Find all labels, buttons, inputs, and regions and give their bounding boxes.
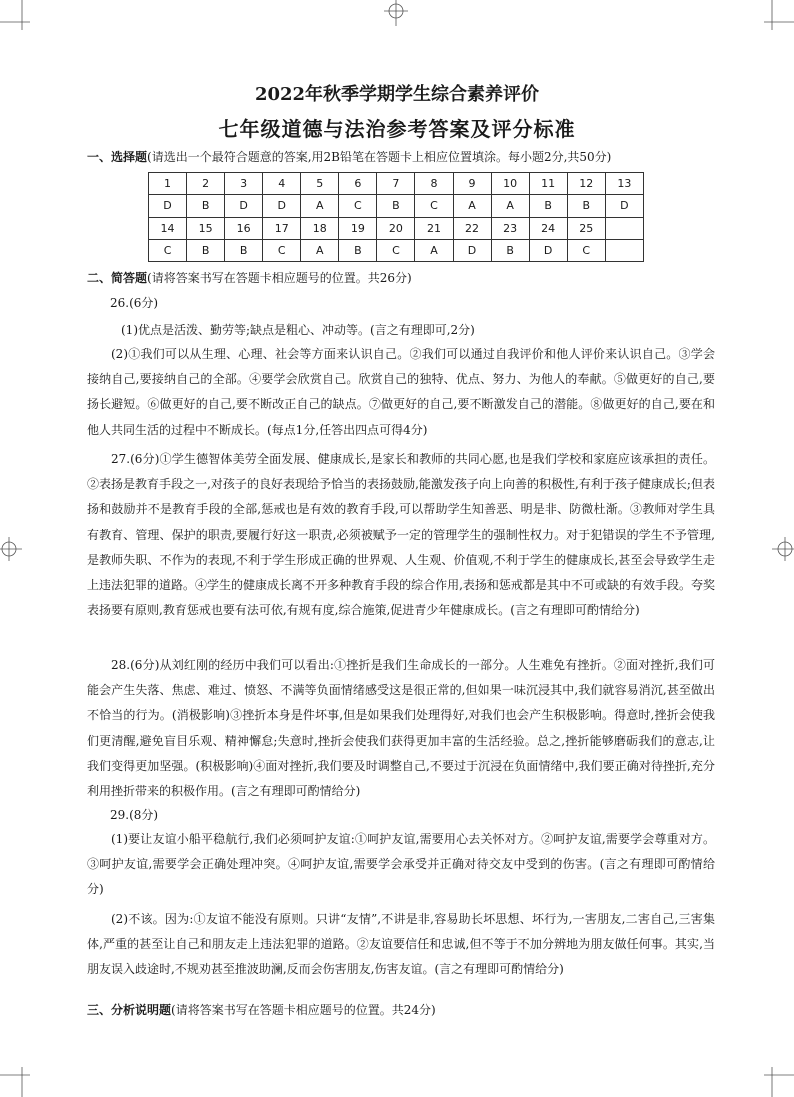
table-cell: A — [301, 239, 339, 261]
table-cell: 19 — [339, 217, 377, 239]
table-cell: 24 — [529, 217, 567, 239]
table-cell: 8 — [415, 173, 453, 195]
table-row — [149, 217, 644, 239]
table-cell: 12 — [567, 173, 605, 195]
table-cell — [605, 239, 643, 261]
table-cell: 25 — [567, 217, 605, 239]
table-cell: B — [377, 195, 415, 217]
section2-header — [87, 269, 412, 287]
table-cell: D — [263, 195, 301, 217]
document-subtitle: 七年级道德与法治参考答案及评分标准 — [218, 117, 576, 141]
table-cell: 11 — [529, 173, 567, 195]
table-cell: 14 — [149, 217, 187, 239]
table-cell: 23 — [491, 217, 529, 239]
crop-mark-bottom-left — [0, 1057, 40, 1097]
table-cell: 15 — [187, 217, 225, 239]
section3-heading: 三、分析说明题 — [87, 1003, 172, 1017]
q27-answer: 27.(6分)①学生德智体美劳全面发展、健康成长,是家长和教师的共同心愿,也是我们学校和家庭应该承担的责任。②表扬是教育手段之一,对孩子的良好表现给予恰当的表扬鼓励,能激发孩子向上向善的积极性,有利于孩子健康成长;但表扬和鼓励并不是教育手段的全部,惩戒也是有效的教育手段,可以帮助学生知善恶、明是非、防微杜渐。③教师对学生具有教育、管理、保护的职责,要履行好这一职责,必须被赋予一定的管理学生的强制性权力。对于犯错误的学生不予管理,是教师失职、不作为的表现,不利于学生形成正确的世界观、人生观、价值观,不利于学生的健康成长,甚至会导致学生走上违法犯罪的道路。④学生的健康成长离不开多种教育手段的综合作用,表扬和惩戒都是其中不可或缺的有效手段。夸奖表扬要有原则,教育惩戒也要有法可依,有规有度,综合施策,促进青少年健康成长。(言之有理即可酌情给分) — [87, 452, 715, 618]
table-cell: 10 — [491, 173, 529, 195]
table-cell: B — [529, 195, 567, 217]
section1-instruction: (请选出一个最符合题意的答案,用2B铅笔在答题卡上相应位置填涂。每小题2分,共50分) — [147, 150, 612, 164]
section1-header — [87, 148, 611, 166]
table-row — [149, 173, 644, 195]
q29-heading: 29.(8分) — [110, 808, 159, 822]
document-title: 2022年秋季学期学生综合素养评价 — [254, 84, 540, 105]
section3-header — [87, 1001, 436, 1019]
table-cell: A — [491, 195, 529, 217]
table-cell: B — [567, 195, 605, 217]
table-cell: C — [149, 239, 187, 261]
table-cell: B — [491, 239, 529, 261]
crop-mark-top-left — [0, 0, 40, 40]
table-cell: 17 — [263, 217, 301, 239]
q26-part1: (1)优点是活泼、勤劳等;缺点是粗心、冲动等。(言之有理即可,2分) — [121, 323, 475, 337]
section2-instruction: (请将答案书写在答题卡相应题号的位置。共26分) — [147, 271, 412, 285]
table-cell: 21 — [415, 217, 453, 239]
table-cell: 3 — [225, 173, 263, 195]
table-cell: 13 — [605, 173, 643, 195]
table-cell: 20 — [377, 217, 415, 239]
table-cell: 7 — [377, 173, 415, 195]
table-cell — [605, 217, 643, 239]
table-cell: 18 — [301, 217, 339, 239]
table-cell: C — [415, 195, 453, 217]
crop-mark-bottom-right — [754, 1057, 794, 1097]
table-row — [149, 239, 644, 261]
registration-mark-top — [381, 0, 411, 26]
table-cell: 22 — [453, 217, 491, 239]
q26-part2: (2)①我们可以从生理、心理、社会等方面来认识自己。②我们可以通过自我评价和他人评价来认识自己。③学会接纳自己,要接纳自己的全部。④要学会欣赏自己。欣赏自己的独特、优点、努力、为他人的奉献。⑤做更好的自己,要扬长避短。⑥做更好的自己,要不断改正自己的缺点。⑦做更好的自己,要不断激发自己的潜能。⑧做更好的自己,要在和他人共同生活的过程中不断成长。(每点1分,任答出四点可得4分) — [87, 347, 715, 437]
crop-mark-top-right — [754, 0, 794, 40]
section1-heading: 一、选择题 — [87, 150, 148, 164]
table-cell: 6 — [339, 173, 377, 195]
table-cell: B — [225, 239, 263, 261]
table-cell: C — [339, 195, 377, 217]
table-cell: 16 — [225, 217, 263, 239]
q29-part1: (1)要让友谊小船平稳航行,我们必须呵护友谊:①呵护友谊,需要用心去关怀对方。②呵护友谊,需要学会尊重对方。③呵护友谊,需要学会正确处理冲突。④呵护友谊,需要学会承受并正确对待交友中受到的伤害。(言之有理即可酌情给分) — [87, 832, 715, 897]
answer-table — [148, 172, 644, 262]
table-row — [149, 195, 644, 217]
registration-mark-left — [0, 534, 22, 564]
table-cell: B — [339, 239, 377, 261]
registration-mark-right — [772, 534, 794, 564]
table-cell: B — [187, 195, 225, 217]
table-cell: D — [149, 195, 187, 217]
q26-heading: 26.(6分) — [110, 296, 159, 310]
table-cell: A — [301, 195, 339, 217]
table-cell: A — [415, 239, 453, 261]
table-cell: D — [605, 195, 643, 217]
table-cell: C — [263, 239, 301, 261]
q29-part2: (2)不该。因为:①友谊不能没有原则。只讲“友情”,不讲是非,容易助长坏思想、坏行为,一害朋友,二害自己,三害集体,严重的甚至让自己和朋友走上违法犯罪的道路。②友谊要信任和忠诚,但不等于不加分辨地为朋友做任何事。其实,当朋友误入歧途时,不规劝甚至推波助澜,反而会伤害朋友,伤害友谊。(言之有理即可酌情给分) — [87, 912, 715, 977]
table-cell: 5 — [301, 173, 339, 195]
table-cell: C — [567, 239, 605, 261]
section3-instruction: (请将答案书写在答题卡相应题号的位置。共24分) — [171, 1003, 436, 1017]
table-cell: 2 — [187, 173, 225, 195]
table-cell: 4 — [263, 173, 301, 195]
table-cell: 1 — [149, 173, 187, 195]
table-cell: 9 — [453, 173, 491, 195]
q28-answer: 28.(6分)从刘红刚的经历中我们可以看出:①挫折是我们生命成长的一部分。人生难免有挫折。②面对挫折,我们可能会产生失落、焦虑、难过、愤怒、不满等负面情绪感受这是很正常的,但如果一味沉浸其中,我们就容易消沉,甚至做出不恰当的行为。(消极影响)③挫折本身是件坏事,但是如果我们处理得好,对我们也会产生积极影响。得意时,挫折会使我们更清醒,避免盲目乐观、精神懈怠;失意时,挫折会使我们获得更加丰富的生活经验。总之,挫折能够磨砺我们的意志,让我们变得更加坚强。(积极影响)④面对挫折,我们要及时调整自己,不要过于沉浸在负面情绪中,我们要正确对待挫折,充分利用挫折带来的积极作用。(言之有理即可酌情给分) — [87, 658, 715, 799]
table-cell: D — [225, 195, 263, 217]
table-cell: C — [377, 239, 415, 261]
section2-heading: 二、简答题 — [87, 271, 148, 285]
table-cell: D — [529, 239, 567, 261]
table-cell: B — [187, 239, 225, 261]
table-cell: D — [453, 239, 491, 261]
table-cell: A — [453, 195, 491, 217]
